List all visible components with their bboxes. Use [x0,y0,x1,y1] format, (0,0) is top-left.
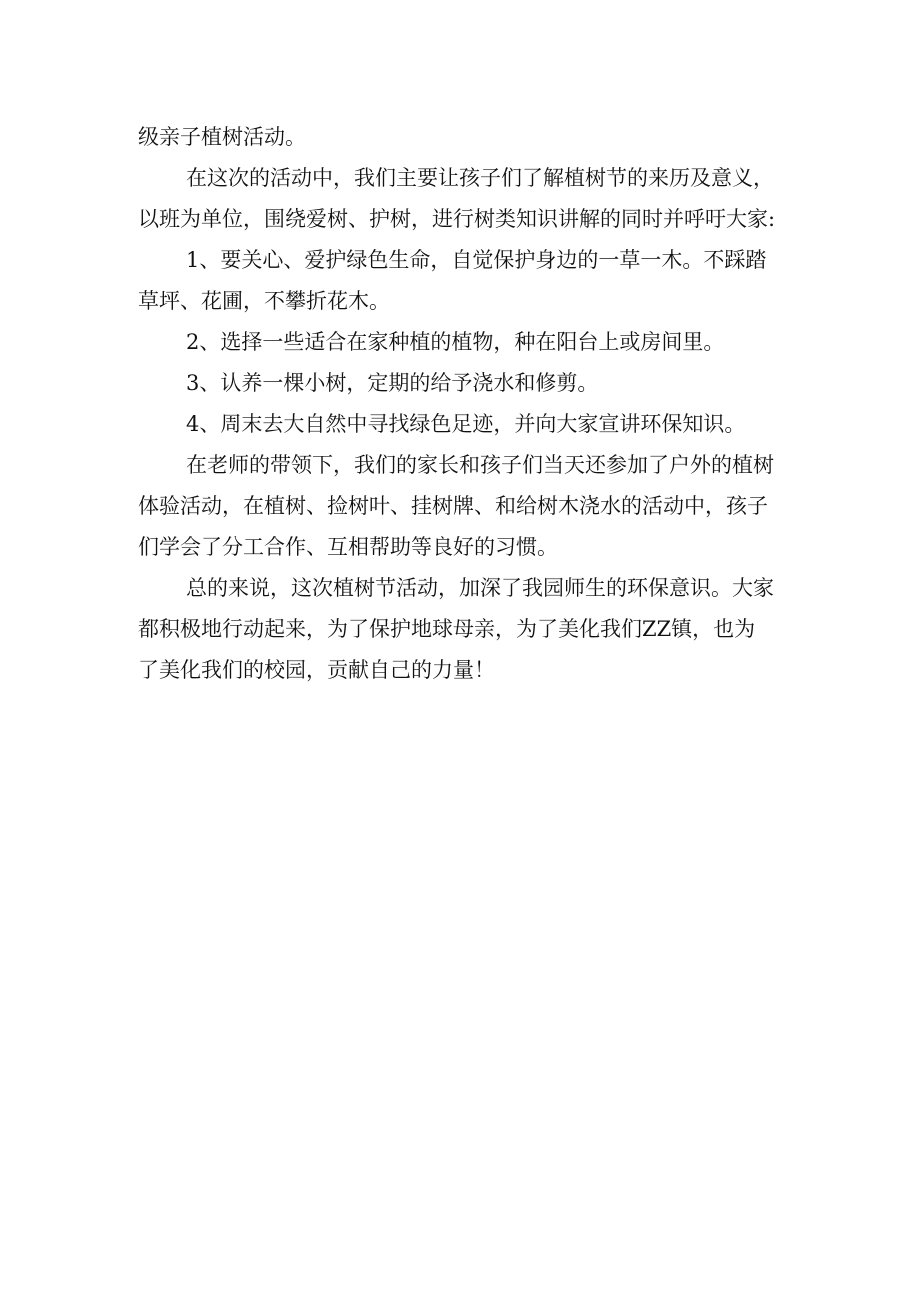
text-line: 级亲子植树活动。 [138,125,306,149]
text-line: 3、认养一棵小树，定期的给予浇水和修剪。 [186,371,599,395]
text-line: 都积极地行动起来，为了保护地球母亲，为了美化我们ZZ镇，也为 [138,617,756,641]
text-line: 4、周末去大自然中寻找绿色足迹，并向大家宣讲环保知识。 [186,412,746,436]
text-line: 体验活动，在植树、捡树叶、挂树牌、和给树木浇水的活动中，孩子 [138,494,768,518]
text-line: 总的来说，这次植树节活动，加深了我园师生的环保意识。大家 [186,576,774,600]
text-line: 1、要关心、爱护绿色生命，自觉保护身边的一草一木。不踩踏 [186,248,767,272]
text-line: 在这次的活动中，我们主要让孩子们了解植树节的来历及意义， [186,166,774,190]
document-body [138,117,788,691]
text-line: 以班为单位，围绕爱树、护树，进行树类知识讲解的同时并呼吁大家: [138,207,776,231]
text-line: 草坪、花圃，不攀折花木。 [138,289,390,313]
text-line: 了美化我们的校园，贡献自己的力量！ [138,658,495,682]
text-line: 在老师的带领下，我们的家长和孩子们当天还参加了户外的植树 [186,453,774,477]
text-line: 2、选择一些适合在家种植的植物，种在阳台上或房间里。 [186,330,725,354]
text-line: 们学会了分工合作、互相帮助等良好的习惯。 [138,535,558,559]
